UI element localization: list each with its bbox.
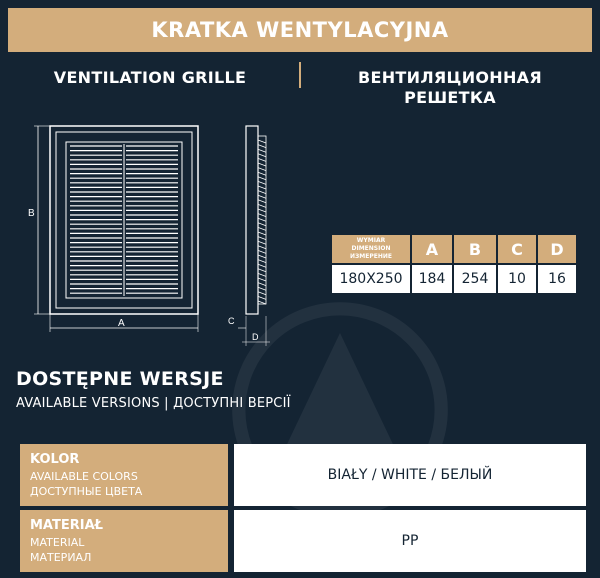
side-slat xyxy=(258,204,266,207)
subtitle-row xyxy=(0,62,600,112)
value-d: 16 xyxy=(538,265,576,293)
value-b: 254 xyxy=(454,265,496,293)
side-slats xyxy=(258,140,266,304)
page-title: KRATKA WENTYLACYJNA xyxy=(8,8,592,52)
subtitle-divider xyxy=(299,62,301,88)
material-label xyxy=(20,510,228,572)
side-slat xyxy=(258,200,266,203)
side-slat xyxy=(258,209,266,212)
side-slat xyxy=(258,241,266,244)
dim-label-c: C xyxy=(228,316,235,326)
side-slat xyxy=(258,186,266,189)
side-slat xyxy=(258,191,266,194)
side-slat xyxy=(258,195,266,198)
dim-label-b: B xyxy=(28,208,35,219)
spec-row-color xyxy=(20,444,586,506)
dim-label-a: A xyxy=(118,318,125,329)
side-slat xyxy=(258,181,266,184)
material-label-pl: MATERIAŁ xyxy=(30,518,103,533)
spec-row-material xyxy=(20,510,586,572)
side-slat xyxy=(258,301,266,304)
col-d-header: D xyxy=(538,235,576,263)
side-slat xyxy=(258,246,266,249)
dimension-header xyxy=(332,235,410,263)
side-slat xyxy=(258,255,266,258)
side-slat xyxy=(258,296,266,299)
col-a-header: A xyxy=(412,235,452,263)
side-slat xyxy=(258,140,266,143)
side-slat xyxy=(258,218,266,221)
value-c: 10 xyxy=(498,265,536,293)
versions-heading: DOSTĘPNE WERSJE xyxy=(16,368,224,390)
side-slat xyxy=(258,278,266,281)
dim-label-d: D xyxy=(252,332,259,342)
side-slat xyxy=(258,145,266,148)
side-slat xyxy=(258,154,266,157)
material-label-en: MATERIAL xyxy=(30,536,85,549)
col-b-header: B xyxy=(454,235,496,263)
dimension-header-ru: ИЗМЕРЕНИЕ xyxy=(350,253,392,260)
side-slat xyxy=(258,163,266,166)
side-slat xyxy=(258,283,266,286)
color-label xyxy=(20,444,228,506)
model-size: 180X250 xyxy=(332,265,410,293)
side-slat xyxy=(258,250,266,253)
spec-table xyxy=(20,440,586,576)
color-label-en: AVAILABLE COLORS xyxy=(30,470,138,483)
side-slat xyxy=(258,292,266,295)
side-slat xyxy=(258,273,266,276)
versions-section xyxy=(16,368,291,411)
col-c-header: C xyxy=(498,235,536,263)
dimension-table xyxy=(330,233,578,295)
side-slat xyxy=(258,269,266,272)
value-a: 184 xyxy=(412,265,452,293)
side-slat xyxy=(258,232,266,235)
subtitle-ru xyxy=(318,68,582,108)
side-slat xyxy=(258,168,266,171)
color-label-pl: KOLOR xyxy=(30,452,80,467)
dimension-header-pl: WYMIAR xyxy=(356,237,386,244)
dimension-header-en: DIMENSION xyxy=(351,245,391,252)
side-slat xyxy=(258,264,266,267)
side-slat xyxy=(258,287,266,290)
technical-drawing xyxy=(20,120,280,350)
side-slat xyxy=(258,149,266,152)
versions-subheading: AVAILABLE VERSIONS | ДОСТУПНІ ВЕРСІЇ xyxy=(16,396,291,411)
side-slat xyxy=(258,177,266,180)
side-slat xyxy=(258,237,266,240)
side-slat xyxy=(258,172,266,175)
material-value: PP xyxy=(228,510,586,572)
side-slat xyxy=(258,223,266,226)
side-slat xyxy=(258,227,266,230)
subtitle-ru-line2: РЕШЕТКА xyxy=(404,88,496,107)
side-slat xyxy=(258,158,266,161)
color-value: BIAŁY / WHITE / БЕЛЫЙ xyxy=(228,444,586,506)
side-slat xyxy=(258,214,266,217)
subtitle-en: VENTILATION GRILLE xyxy=(53,68,247,87)
material-label-ru: МАТЕРИАЛ xyxy=(30,551,92,564)
color-label-ru: ДОСТУПНЫЕ ЦВЕТА xyxy=(30,485,143,498)
side-slat xyxy=(258,260,266,263)
subtitle-ru-line1: ВЕНТИЛЯЦИОННАЯ xyxy=(358,68,542,87)
